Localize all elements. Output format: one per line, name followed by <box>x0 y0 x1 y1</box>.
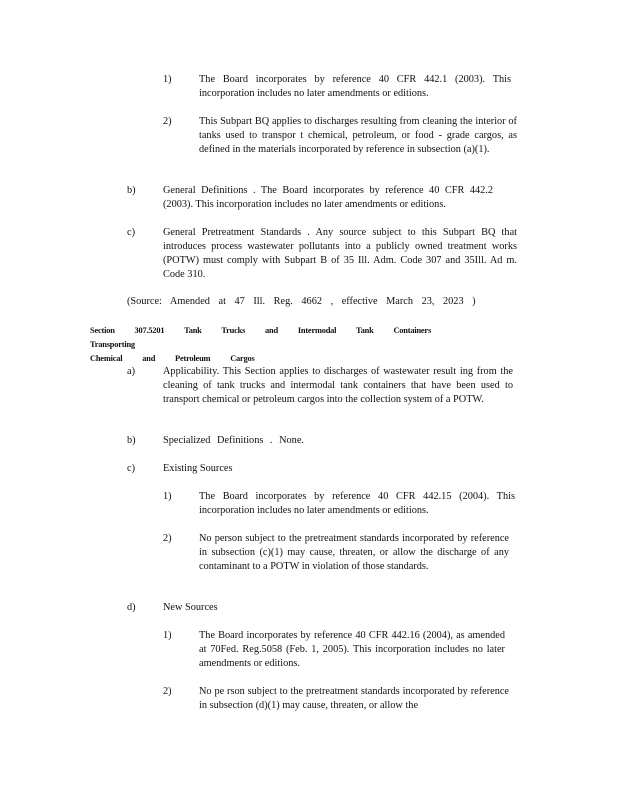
item-text: The Board incorporates by reference 40 CFR 442.16 (2004), as amended at 70Fed. Reg.5058 (Feb. 1, 2005). This incorporation includes no later amendments or editions. <box>199 630 505 669</box>
item-marker: d) <box>127 602 136 613</box>
section-heading-line2: Chemical and Petroleum Cargos <box>90 354 255 363</box>
item-marker: a) <box>127 366 135 377</box>
section-heading-line1: Section 307.5201 Tank Trucks and Intermodal Tank Containers Transporting <box>90 326 431 349</box>
item-marker: c) <box>127 227 135 238</box>
item-marker: b) <box>127 185 136 196</box>
item-marker: 2) <box>163 533 172 544</box>
section-heading <box>90 324 470 366</box>
item-marker: b) <box>127 435 136 446</box>
item-marker: c) <box>127 463 135 474</box>
item-text: General Pretreatment Standards . Any source subject to this Subpart BQ that introduces process wastewater pollutants into a publicly owned treatment works (POTW) must comply with Subpart B of 35 Ill. Adm. Code 307 and 35Ill. Ad m. Code 310. <box>163 227 517 280</box>
item-marker: 1) <box>163 630 172 641</box>
item-text: This Subpart BQ applies to discharges resulting from cleaning the interior of tanks used to transpor t chemical, petroleum, or food - grade cargos, as defined in the materials incorporated by reference in subsection (a)(1). <box>199 116 517 155</box>
item-text: The Board incorporates by reference 40 CFR 442.1 (2003). This incorporation includes no later amendments or editions. <box>199 74 511 99</box>
item-text: The Board incorporates by reference 40 CFR 442.15 (2004). This incorporation includes no later amendments or editions. <box>199 491 515 516</box>
item-text: Existing Sources <box>163 463 233 474</box>
source-note: (Source: Amended at 47 Ill. Reg. 4662 , effective March 23, 2023 ) <box>127 296 476 307</box>
item-marker: 2) <box>163 686 172 697</box>
item-text: New Sources <box>163 602 218 613</box>
item-marker: 2) <box>163 116 172 127</box>
item-text: Applicability. This Section applies to discharges of wastewater result ing from the cleaning of tank trucks and intermodal tank containers that have been used to transport chemical or petroleum cargos into the collection system of a POTW. <box>163 366 513 405</box>
item-marker: 1) <box>163 74 172 85</box>
item-text: Specialized Definitions . None. <box>163 435 304 446</box>
item-marker: 1) <box>163 491 172 502</box>
item-text: No pe rson subject to the pretreatment standards incorporated by reference in subsection (d)(1) may cause, threaten, or allow the <box>199 686 509 711</box>
item-text: No person subject to the pretreatment standards incorporated by reference in subsection (c)(1) may cause, threaten, or allow the discharge of any contaminant to a POTW in violation of those standards. <box>199 533 509 572</box>
item-text: General Definitions . The Board incorporates by reference 40 CFR 442.2 (2003). This incorporation includes no later amendments or editions. <box>163 185 493 210</box>
